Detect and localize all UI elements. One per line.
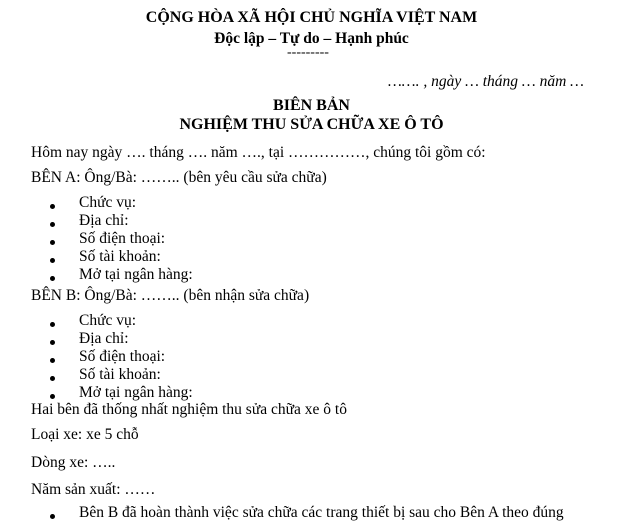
agreement-paragraph: Hai bên đã thống nhất nghiệm thu sửa chữa xe ô tô	[31, 401, 347, 418]
completion-item: Bên B đã hoàn thành việc sửa chữa các trang thiết bị sau cho Bên A theo đúng	[79, 504, 564, 521]
bullet-icon	[50, 240, 55, 245]
list-item: Số điện thoại:	[79, 230, 166, 247]
list-item: Mở tại ngân hàng:	[79, 384, 193, 401]
bullet-icon	[50, 276, 55, 281]
intro-paragraph: Hôm nay ngày …. tháng …. năm …., tại ……………, chúng tôi gồm có:	[31, 144, 486, 161]
party-a-heading: BÊN A: Ông/Bà: …….. (bên yêu cầu sửa chữa)	[31, 169, 327, 186]
bullet-icon	[50, 358, 55, 363]
document-subtitle: NGHIỆM THU SỬA CHỮA XE Ô TÔ	[179, 116, 444, 133]
list-item: Địa chỉ:	[79, 330, 129, 347]
bullet-icon	[50, 322, 55, 327]
list-item: Mở tại ngân hàng:	[79, 266, 193, 283]
list-item: Chức vụ:	[79, 194, 137, 211]
car-type: Loại xe: xe 5 chỗ	[31, 426, 139, 443]
country-name: CỘNG HÒA XÃ HỘI CHỦ NGHĨA VIỆT NAM	[145, 9, 478, 26]
party-b-heading: BÊN B: Ông/Bà: …….. (bên nhận sửa chữa)	[31, 287, 310, 304]
motto: Độc lập – Tự do – Hạnh phúc	[214, 30, 409, 47]
bullet-icon	[50, 340, 55, 345]
date-line: ……. , ngày … tháng … năm …	[388, 73, 584, 90]
bullet-icon	[50, 258, 55, 263]
bullet-icon	[50, 514, 55, 519]
manufacture-year: Năm sản xuất: ……	[31, 481, 156, 498]
list-item: Địa chỉ:	[79, 212, 129, 229]
document-title: BIÊN BẢN	[273, 97, 350, 114]
list-item: Số điện thoại:	[79, 348, 166, 365]
bullet-icon	[50, 222, 55, 227]
list-item: Số tài khoản:	[79, 248, 161, 265]
bullet-icon	[50, 376, 55, 381]
list-item: Chức vụ:	[79, 312, 137, 329]
bullet-icon	[50, 394, 55, 399]
list-item: Số tài khoản:	[79, 366, 161, 383]
car-line: Dòng xe: …..	[31, 454, 116, 471]
bullet-icon	[50, 204, 55, 209]
header-separator: ---------	[287, 45, 329, 60]
